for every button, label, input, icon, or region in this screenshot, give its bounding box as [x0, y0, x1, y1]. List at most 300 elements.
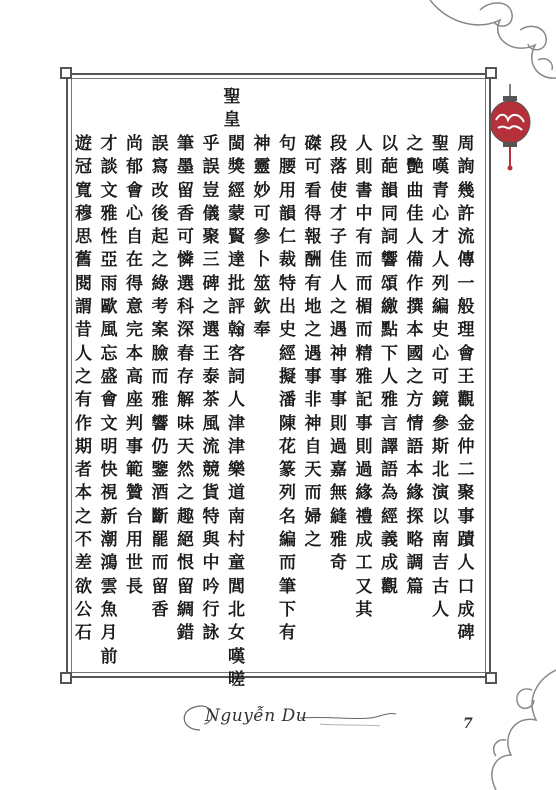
text-char: 範	[126, 460, 143, 481]
text-char: 客	[228, 343, 245, 364]
text-char: 期	[75, 436, 92, 457]
text-char: 略	[406, 530, 424, 551]
text-char: 韻	[279, 203, 296, 224]
text-char: 同	[381, 203, 398, 224]
text-char: 有	[75, 390, 92, 411]
text-char: 留	[151, 576, 169, 597]
text-char: 列	[279, 483, 296, 504]
text-char: 陳	[279, 413, 296, 434]
text-char: 春	[177, 343, 194, 364]
text-char: 舊	[75, 250, 92, 271]
text-char: 談	[100, 157, 118, 178]
text-char: 道	[228, 483, 245, 504]
text-column	[276, 133, 300, 646]
text-char: 人	[228, 390, 245, 411]
text-char: 之	[177, 483, 194, 504]
text-char: 斷	[151, 506, 169, 527]
text-char: 雅	[151, 390, 169, 411]
text-char: 謂	[75, 297, 92, 318]
text-char: 欲	[75, 576, 92, 597]
text-char: 事	[304, 366, 322, 387]
text-char: 過	[355, 460, 373, 481]
text-char: 文	[100, 413, 118, 434]
text-char: 擬	[279, 366, 296, 387]
text-char: 北	[432, 460, 449, 481]
text-char: 頌	[381, 273, 398, 294]
text-char: 津	[228, 436, 245, 457]
text-char: 中	[355, 203, 373, 224]
text-char: 與	[202, 530, 220, 551]
text-char: 言	[381, 413, 398, 434]
text-char: 篆	[279, 460, 296, 481]
text-char: 心	[432, 343, 449, 364]
text-char: 尚	[126, 134, 143, 154]
text-char: 仍	[151, 436, 169, 457]
text-char: 之	[304, 530, 322, 551]
text-char: 筆	[279, 576, 296, 597]
text-char: 自	[304, 436, 322, 457]
text-char: 又	[355, 576, 373, 597]
text-char: 貨	[202, 483, 220, 504]
text-char: 觀	[457, 390, 475, 411]
text-char: 緣	[406, 483, 424, 504]
text-char: 前	[100, 646, 118, 667]
text-char: 翰	[228, 320, 245, 341]
text-char: 三	[202, 250, 220, 271]
text-char: 禮	[355, 506, 373, 527]
text-char: 之	[151, 250, 169, 271]
text-char: 調	[406, 553, 424, 574]
text-char: 會	[457, 343, 475, 364]
text-column	[352, 133, 376, 622]
text-char: 潮	[100, 530, 118, 551]
text-char: 完	[126, 320, 143, 341]
text-char: 用	[279, 180, 296, 201]
document-text-body	[75, 133, 478, 690]
text-char: 碑	[202, 273, 220, 294]
text-char: 語	[381, 460, 398, 481]
text-char: 使	[330, 180, 347, 201]
text-char: 誤	[202, 157, 220, 178]
text-char: 繳	[381, 297, 398, 318]
text-char: 則	[355, 157, 373, 178]
text-char: 以	[381, 134, 398, 154]
text-char: 無	[330, 483, 347, 504]
text-char: 吉	[432, 553, 449, 574]
text-char: 腰	[279, 157, 296, 178]
text-char: 工	[355, 553, 373, 574]
text-char: 雅	[381, 390, 398, 411]
frame-corner-bottom-left	[60, 672, 72, 684]
text-char: 金	[457, 413, 475, 434]
text-char: 心	[126, 203, 143, 224]
text-char: 綢	[177, 599, 194, 620]
text-char: 天	[177, 436, 194, 457]
text-char: 蹟	[457, 530, 475, 551]
text-char: 長	[126, 576, 143, 597]
text-char: 而	[355, 250, 373, 271]
honorific-heading	[220, 86, 244, 133]
text-char: 本	[406, 460, 424, 481]
text-char: 北	[228, 599, 245, 620]
text-char: 童	[228, 553, 245, 574]
text-char: 絕	[177, 530, 194, 551]
text-char: 人	[355, 134, 373, 154]
text-char: 備	[406, 250, 424, 271]
text-char: 為	[381, 483, 398, 504]
text-char: 性	[100, 227, 118, 248]
text-char: 卜	[253, 250, 271, 271]
text-char: 綠	[151, 273, 169, 294]
text-char: 事	[457, 506, 475, 527]
text-char: 天	[304, 460, 322, 481]
text-char: 科	[177, 297, 194, 318]
text-char: 聚	[202, 227, 220, 248]
text-char: 忘	[100, 343, 118, 364]
text-char: 解	[177, 390, 194, 411]
text-char: 賢	[228, 227, 245, 248]
text-char: 遇	[330, 320, 347, 341]
text-char: 碑	[457, 623, 475, 644]
text-column	[250, 133, 274, 343]
text-char: 地	[304, 297, 322, 318]
text-char: 誤	[151, 134, 169, 154]
text-char: 經	[228, 180, 245, 201]
text-column	[403, 133, 427, 599]
text-char: 快	[100, 460, 118, 481]
text-char: 魚	[100, 599, 118, 620]
text-char: 成	[457, 599, 475, 620]
text-char: 編	[432, 297, 449, 318]
text-char: 恨	[177, 553, 194, 574]
text-char: 而	[304, 483, 322, 504]
text-char: 雲	[100, 576, 118, 597]
text-char: 佳	[406, 203, 424, 224]
text-char: 精	[355, 343, 373, 364]
text-char: 昔	[75, 320, 92, 341]
text-char: 艷	[406, 157, 424, 178]
text-char: 特	[279, 273, 296, 294]
page-number: 7	[463, 716, 473, 732]
text-char: 亞	[100, 250, 118, 271]
text-char: 墨	[177, 157, 194, 178]
text-char: 落	[330, 157, 347, 178]
text-char: 許	[457, 203, 475, 224]
text-char: 成	[381, 553, 398, 574]
frame-corner-bottom-right	[485, 672, 497, 684]
lantern-icon	[486, 84, 534, 174]
text-char: 歐	[100, 297, 118, 318]
text-char: 嘉	[330, 460, 347, 481]
text-char: 深	[177, 320, 194, 341]
text-char: 詢	[457, 157, 475, 178]
footer-author: Nguyễn Du	[205, 706, 308, 726]
text-char: 世	[126, 553, 143, 574]
text-char: 記	[355, 390, 373, 411]
text-char: 花	[279, 436, 296, 457]
text-char: 筮	[253, 273, 271, 294]
text-char: 寬	[75, 180, 92, 201]
text-char: 泰	[202, 366, 220, 387]
text-char: 本	[406, 320, 424, 341]
text-char: 評	[228, 297, 245, 318]
text-char: 風	[100, 320, 118, 341]
text-char: 中	[202, 553, 220, 574]
text-char: 其	[355, 599, 373, 620]
text-column	[301, 133, 325, 552]
text-char: 詞	[381, 227, 398, 248]
text-char: 人	[330, 273, 347, 294]
text-char: 批	[228, 273, 245, 294]
text-char: 心	[432, 203, 449, 224]
text-char: 曲	[406, 180, 424, 201]
text-char: 流	[457, 227, 475, 248]
text-char: 不	[75, 530, 92, 551]
text-char: 點	[381, 320, 398, 341]
text-char: 演	[432, 483, 449, 504]
text-char: 在	[126, 250, 143, 271]
text-char: 冠	[75, 157, 92, 178]
text-char: 閭	[228, 576, 245, 597]
text-char: 罷	[151, 530, 169, 551]
text-char: 然	[177, 460, 194, 481]
text-char: 靈	[253, 157, 271, 178]
text-char: 意	[126, 297, 143, 318]
text-char: 新	[100, 506, 118, 527]
text-char: 樂	[228, 460, 245, 481]
text-char: 穆	[75, 203, 92, 224]
text-char: 雅	[330, 530, 347, 551]
text-char: 人	[381, 366, 398, 387]
text-char: 才	[100, 134, 118, 154]
text-char: 神	[253, 134, 271, 154]
text-char: 流	[202, 436, 220, 457]
text-char: 斯	[432, 436, 449, 457]
text-char: 史	[279, 320, 296, 341]
text-char: 雨	[100, 273, 118, 294]
text-char: 留	[177, 576, 194, 597]
text-char: 事	[126, 436, 143, 457]
text-column	[327, 133, 351, 576]
text-char: 名	[279, 506, 296, 527]
text-char: 遇	[304, 343, 322, 364]
text-char: 非	[304, 390, 322, 411]
text-char: 得	[126, 273, 143, 294]
text-char: 臉	[151, 343, 169, 364]
text-char: 會	[126, 180, 143, 201]
text-char: 改	[151, 180, 169, 201]
text-char: 成	[355, 530, 373, 551]
text-char: 有	[279, 623, 296, 644]
text-char: 詞	[228, 366, 245, 387]
text-char: 鑒	[151, 460, 169, 481]
heading-char: 皇	[223, 110, 241, 131]
text-char: 石	[75, 623, 92, 644]
text-char: 人	[432, 250, 449, 271]
text-char: 蒙	[228, 203, 245, 224]
text-column	[225, 133, 249, 692]
text-char: 酒	[151, 483, 169, 504]
text-char: 才	[330, 203, 347, 224]
text-char: 欽	[253, 297, 271, 318]
text-char: 女	[228, 623, 245, 644]
text-char: 香	[151, 599, 169, 620]
text-char: 獎	[228, 157, 245, 178]
text-char: 起	[151, 227, 169, 248]
text-char: 而	[151, 366, 169, 387]
text-char: 幾	[457, 180, 475, 201]
text-char: 趣	[177, 506, 194, 527]
frame-corner-top-left	[60, 67, 72, 79]
text-char: 選	[202, 320, 220, 341]
text-char: 則	[330, 413, 347, 434]
text-char: 參	[253, 227, 271, 248]
text-char: 看	[304, 180, 322, 201]
text-char: 競	[202, 460, 220, 481]
text-char: 之	[75, 506, 92, 527]
text-char: 奇	[330, 553, 347, 574]
text-char: 而	[355, 273, 373, 294]
text-char: 參	[432, 413, 449, 434]
text-char: 方	[406, 390, 424, 411]
text-char: 人	[75, 343, 92, 364]
text-char: 會	[100, 390, 118, 411]
text-char: 之	[330, 297, 347, 318]
text-char: 仁	[279, 227, 296, 248]
text-char: 茶	[202, 390, 220, 411]
text-column	[174, 133, 198, 646]
text-char: 儀	[202, 203, 220, 224]
text-char: 緣	[355, 483, 373, 504]
text-char: 傳	[457, 250, 475, 271]
text-char: 句	[279, 134, 296, 154]
text-char: 自	[126, 227, 143, 248]
text-char: 事	[330, 390, 347, 411]
text-char: 閩	[228, 134, 245, 154]
text-char: 差	[75, 553, 92, 574]
text-char: 留	[177, 180, 194, 201]
text-char: 則	[355, 436, 373, 457]
text-char: 高	[126, 366, 143, 387]
text-char: 下	[279, 599, 296, 620]
text-char: 遊	[75, 134, 92, 154]
text-char: 案	[151, 320, 169, 341]
text-char: 而	[355, 320, 373, 341]
text-char: 篇	[406, 576, 424, 597]
text-char: 編	[279, 530, 296, 551]
text-char: 譯	[381, 436, 398, 457]
text-char: 筆	[177, 134, 194, 154]
text-char: 聖	[432, 134, 449, 154]
text-char: 得	[304, 203, 322, 224]
text-char: 後	[151, 203, 169, 224]
text-char: 國	[406, 343, 424, 364]
text-char: 書	[355, 180, 373, 201]
text-char: 經	[279, 343, 296, 364]
text-char: 楣	[355, 297, 373, 318]
text-column	[97, 133, 121, 669]
text-char: 鴻	[100, 553, 118, 574]
text-char: 仲	[457, 436, 475, 457]
text-char: 王	[202, 343, 220, 364]
text-char: 村	[228, 530, 245, 551]
text-char: 有	[355, 227, 373, 248]
text-char: 磔	[304, 134, 322, 154]
text-char: 周	[457, 134, 475, 154]
text-char: 縫	[330, 506, 347, 527]
text-column	[378, 133, 402, 599]
text-char: 青	[432, 180, 449, 201]
text-char: 閱	[75, 273, 92, 294]
text-char: 以	[432, 506, 449, 527]
text-char: 出	[279, 297, 296, 318]
text-char: 事	[330, 366, 347, 387]
text-char: 作	[75, 413, 92, 434]
text-char: 寫	[151, 157, 169, 178]
text-char: 可	[304, 157, 322, 178]
text-char: 觀	[381, 576, 398, 597]
text-char: 之	[406, 134, 424, 154]
text-char: 潘	[279, 390, 296, 411]
text-char: 可	[253, 203, 271, 224]
text-char: 視	[100, 483, 118, 504]
text-char: 佳	[330, 250, 347, 271]
text-char: 之	[406, 366, 424, 387]
text-char: 一	[457, 273, 475, 294]
text-char: 豈	[202, 180, 220, 201]
text-char: 人	[406, 227, 424, 248]
text-char: 語	[406, 436, 424, 457]
text-char: 津	[228, 413, 245, 434]
text-char: 才	[432, 227, 449, 248]
text-char: 二	[457, 460, 475, 481]
text-char: 嗟	[228, 669, 245, 690]
text-char: 經	[381, 506, 398, 527]
text-char: 王	[457, 366, 475, 387]
text-column	[454, 133, 478, 646]
text-char: 錯	[177, 623, 194, 644]
text-char: 盛	[100, 366, 118, 387]
text-char: 行	[202, 599, 220, 620]
text-char: 裁	[279, 250, 296, 271]
text-char: 特	[202, 506, 220, 527]
text-char: 選	[177, 273, 194, 294]
text-char: 本	[126, 343, 143, 364]
text-char: 嘆	[228, 646, 245, 667]
text-char: 鏡	[432, 390, 449, 411]
text-char: 月	[100, 623, 118, 644]
heading-char: 聖	[223, 87, 241, 107]
text-char: 座	[126, 390, 143, 411]
text-char: 雅	[355, 366, 373, 387]
text-char: 詠	[202, 623, 220, 644]
text-char: 葩	[381, 157, 398, 178]
text-char: 段	[330, 134, 347, 154]
text-column	[123, 133, 147, 599]
text-char: 神	[330, 343, 347, 364]
text-char: 情	[406, 413, 424, 434]
text-char: 思	[75, 227, 92, 248]
text-char: 乎	[202, 134, 220, 154]
text-char: 酬	[304, 250, 322, 271]
text-char: 之	[75, 366, 92, 387]
text-column	[429, 133, 453, 622]
text-char: 響	[381, 250, 398, 271]
text-char: 判	[126, 413, 143, 434]
text-char: 聚	[457, 483, 475, 504]
text-char: 婦	[304, 506, 322, 527]
text-char: 而	[151, 553, 169, 574]
